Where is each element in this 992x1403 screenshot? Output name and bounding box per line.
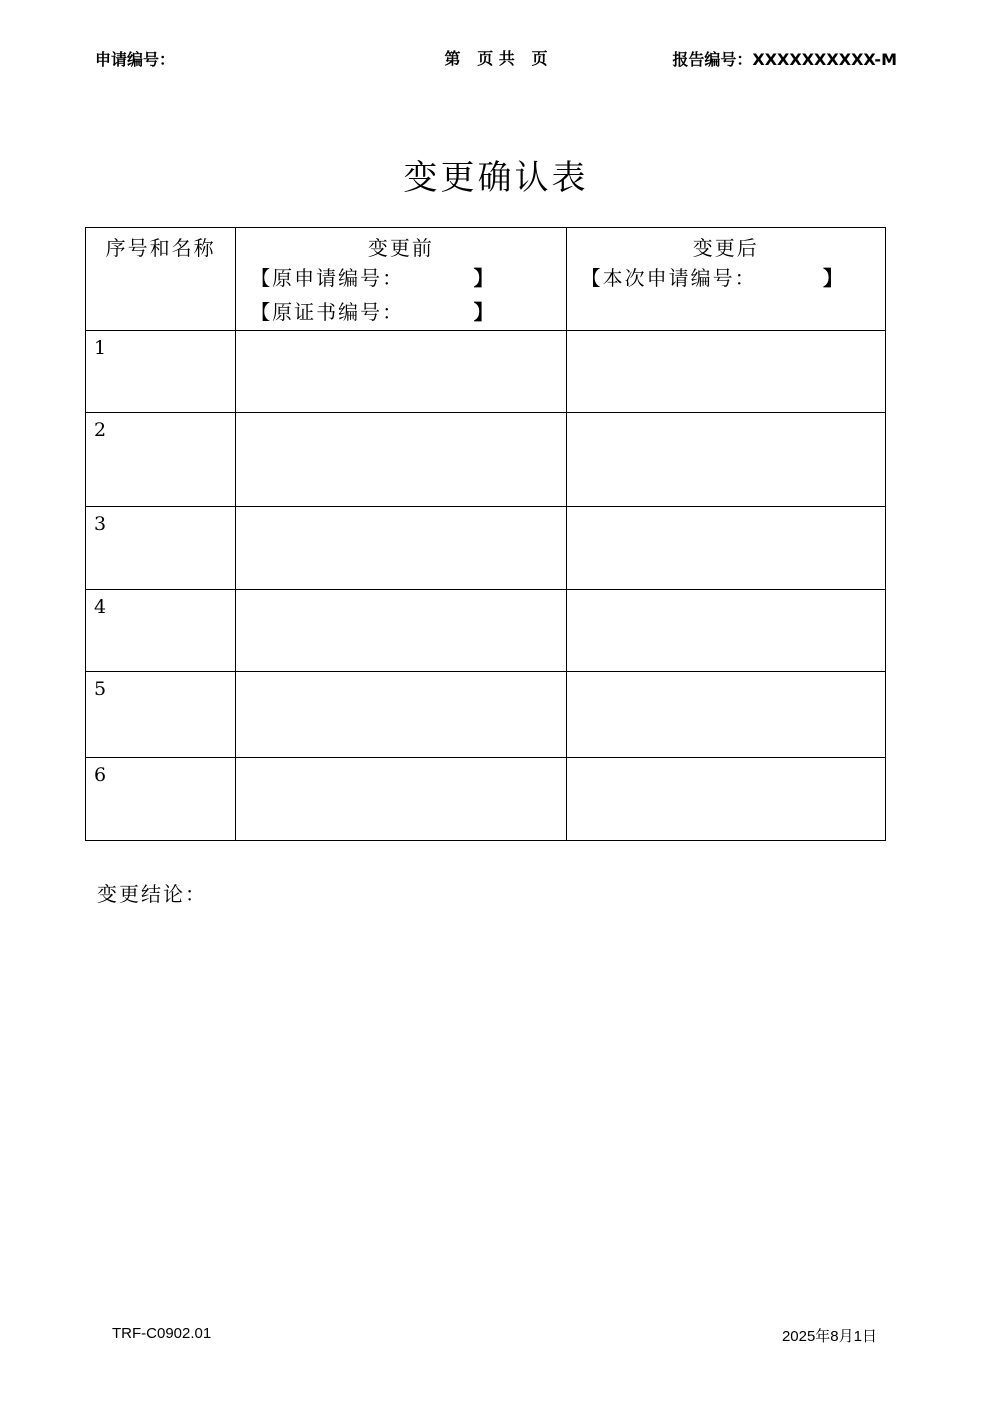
after-cell[interactable]	[566, 758, 885, 841]
after-cell[interactable]	[566, 672, 885, 758]
column-header-before: 变更前	[367, 236, 434, 260]
table-row	[86, 413, 886, 507]
row-index-cell[interactable]	[86, 507, 236, 590]
row-index-cell[interactable]	[86, 758, 236, 841]
original-certificate-number-label: 【原证书编号：	[250, 300, 405, 324]
before-cell[interactable]	[236, 413, 566, 507]
header-cell-index-name	[86, 228, 236, 331]
table-header-row	[86, 228, 886, 331]
page-title: 变更确认表	[403, 158, 589, 198]
application-number-label: 申请编号：	[95, 50, 176, 69]
column-header-index-name: 序号和名称	[105, 236, 216, 260]
original-application-number-label: 【原申请编号：	[250, 266, 405, 290]
after-cell[interactable]	[566, 413, 885, 507]
original-certificate-number-close: 】	[473, 300, 496, 324]
footer-date: 2025年8月1日	[781, 1328, 877, 1345]
row-number: 4	[94, 596, 107, 618]
row-index-cell[interactable]	[86, 331, 236, 413]
before-cell[interactable]	[236, 672, 566, 758]
original-application-number-close: 】	[473, 266, 496, 290]
current-application-number-label: 【本次申请编号：	[580, 266, 757, 290]
form-code: TRF-C0902.01	[112, 1325, 212, 1342]
page-info: 第 页 共 页	[444, 49, 548, 68]
before-cell[interactable]	[236, 331, 566, 413]
row-number: 3	[94, 513, 107, 535]
after-cell[interactable]	[566, 590, 885, 672]
current-application-number-close: 】	[823, 266, 845, 290]
original-application-number-line	[236, 261, 565, 295]
after-cell[interactable]	[566, 331, 885, 413]
table-row	[86, 672, 886, 758]
table-row	[86, 590, 886, 672]
before-cell[interactable]	[236, 507, 566, 590]
report-number: 报告编号：XXXXXXXXXX-M	[672, 50, 897, 69]
row-number: 6	[94, 764, 107, 786]
change-confirmation-table	[85, 227, 886, 841]
row-number: 5	[94, 678, 107, 700]
header-cell-after	[566, 228, 885, 331]
before-cell[interactable]	[236, 590, 566, 672]
row-index-cell[interactable]	[86, 672, 236, 758]
table-row	[86, 331, 886, 413]
row-number: 2	[94, 419, 107, 441]
change-conclusion-label: 变更结论：	[97, 882, 207, 906]
header-cell-before	[236, 228, 566, 331]
before-cell[interactable]	[236, 758, 566, 841]
table-row	[86, 507, 886, 590]
row-index-cell[interactable]	[86, 590, 236, 672]
after-cell[interactable]	[566, 507, 885, 590]
row-number: 1	[94, 337, 107, 359]
original-certificate-number-line	[236, 295, 565, 329]
column-header-after: 变更后	[692, 236, 759, 260]
row-index-cell[interactable]	[86, 413, 236, 507]
current-application-number-line	[567, 261, 885, 295]
table-row	[86, 758, 886, 841]
